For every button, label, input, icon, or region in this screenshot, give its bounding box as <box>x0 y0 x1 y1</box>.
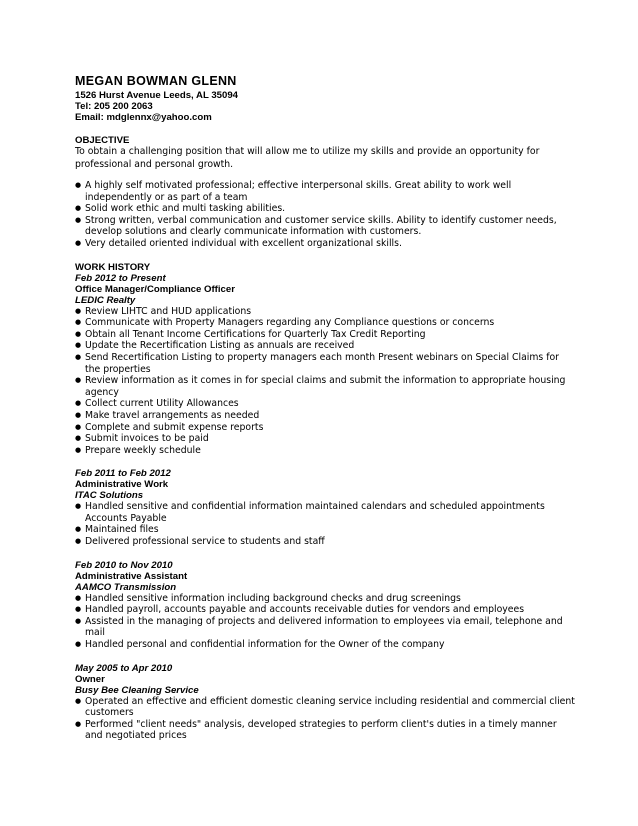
list-item: ● Obtain all Tenant Income Certifications for Quarterly Tax Credit Reporting <box>75 329 575 341</box>
job-entry <box>75 468 575 547</box>
job-title: Owner <box>75 673 105 685</box>
list-item: ● Solid work ethic and multi tasking abilities. <box>75 203 575 215</box>
job-company: AAMCO Transmission <box>75 581 177 593</box>
list-item: ● Prepare weekly schedule <box>75 445 575 457</box>
list-item: ● Handled sensitive information including background checks and drug screenings <box>75 593 575 605</box>
list-item: ● Handled personal and confidential information for the Owner of the company <box>75 639 575 651</box>
objective-heading: OBJECTIVE <box>75 135 130 146</box>
list-item: ● Operated an effective and efficient domestic cleaning service including residential and commercial client customers <box>75 696 575 719</box>
list-item: ● Complete and submit expense reports <box>75 422 575 434</box>
list-item: ● Communicate with Property Managers regarding any Compliance questions or concerns <box>75 317 575 329</box>
job-title: Administrative Assistant <box>75 570 188 582</box>
telephone: Tel: 205 200 2063 <box>75 101 153 112</box>
job-title: Administrative Work <box>75 479 169 491</box>
list-item: ● Strong written, verbal communication and customer service skills. Ability to identify customer needs, develop solutions and clearly communicate information with customers. <box>75 215 575 238</box>
candidate-name: MEGAN BOWMAN GLENN <box>75 74 237 88</box>
list-item: ● Update the Recertification Listing as annuals are received <box>75 340 575 352</box>
list-item: ● Make travel arrangements as needed <box>75 410 575 422</box>
objective-bullets <box>75 180 575 250</box>
list-item: ● Send Recertification Listing to property managers each month Present webinars on Special Claims for the properties <box>75 352 575 375</box>
job-dates: Feb 2012 to Present <box>75 272 166 284</box>
resume-page <box>75 74 575 742</box>
job-company: ITAC Solutions <box>75 490 144 502</box>
list-item: ● Maintained files <box>75 524 575 536</box>
job-duties <box>75 593 575 651</box>
job-company: LEDIC Realty <box>75 294 136 306</box>
job-dates: May 2005 to Apr 2010 <box>75 662 173 674</box>
job-company: Busy Bee Cleaning Service <box>75 684 199 696</box>
job-duties <box>75 501 575 547</box>
list-item: ● Handled payroll, accounts payable and accounts receivable duties for vendors and employees <box>75 604 575 616</box>
list-item: ● A highly self motivated professional; effective interpersonal skills. Great ability to work well independently or as part of a team <box>75 180 575 203</box>
list-item: ● Review information as it comes in for special claims and submit the information to appropriate housing agency <box>75 375 575 398</box>
list-item: ● Submit invoices to be paid <box>75 433 575 445</box>
list-item: ● Delivered professional service to students and staff <box>75 536 575 548</box>
address: 1526 Hurst Avenue Leeds, AL 35094 <box>75 90 238 101</box>
list-item: ● Very detailed oriented individual with excellent organizational skills. <box>75 238 575 250</box>
job-entry <box>75 273 575 457</box>
work-history-heading: WORK HISTORY <box>75 261 151 273</box>
objective-text: To obtain a challenging position that will allow me to utilize my skills and provide an opportunity for professional and personal growth. <box>75 146 540 170</box>
job-duties <box>75 696 575 742</box>
list-item: ● Handled sensitive and confidential information maintained calendars and scheduled appointments Accounts Payable <box>75 501 575 524</box>
list-item: ● Review LIHTC and HUD applications <box>75 306 575 318</box>
list-item: ● Assisted in the managing of projects and delivered information to employees via email, telephone and mail <box>75 616 575 639</box>
email: Email: mdglennx@yahoo.com <box>75 112 212 123</box>
job-dates: Feb 2010 to Nov 2010 <box>75 559 173 571</box>
list-item: ● Collect current Utility Allowances <box>75 398 575 410</box>
job-entry <box>75 663 575 742</box>
job-entry <box>75 560 575 651</box>
list-item: ● Performed "client needs" analysis, developed strategies to perform client's duties in a timely manner and negotiated prices <box>75 719 575 742</box>
job-title: Office Manager/Compliance Officer <box>75 283 235 295</box>
job-dates: Feb 2011 to Feb 2012 <box>75 468 171 480</box>
job-duties <box>75 306 575 457</box>
